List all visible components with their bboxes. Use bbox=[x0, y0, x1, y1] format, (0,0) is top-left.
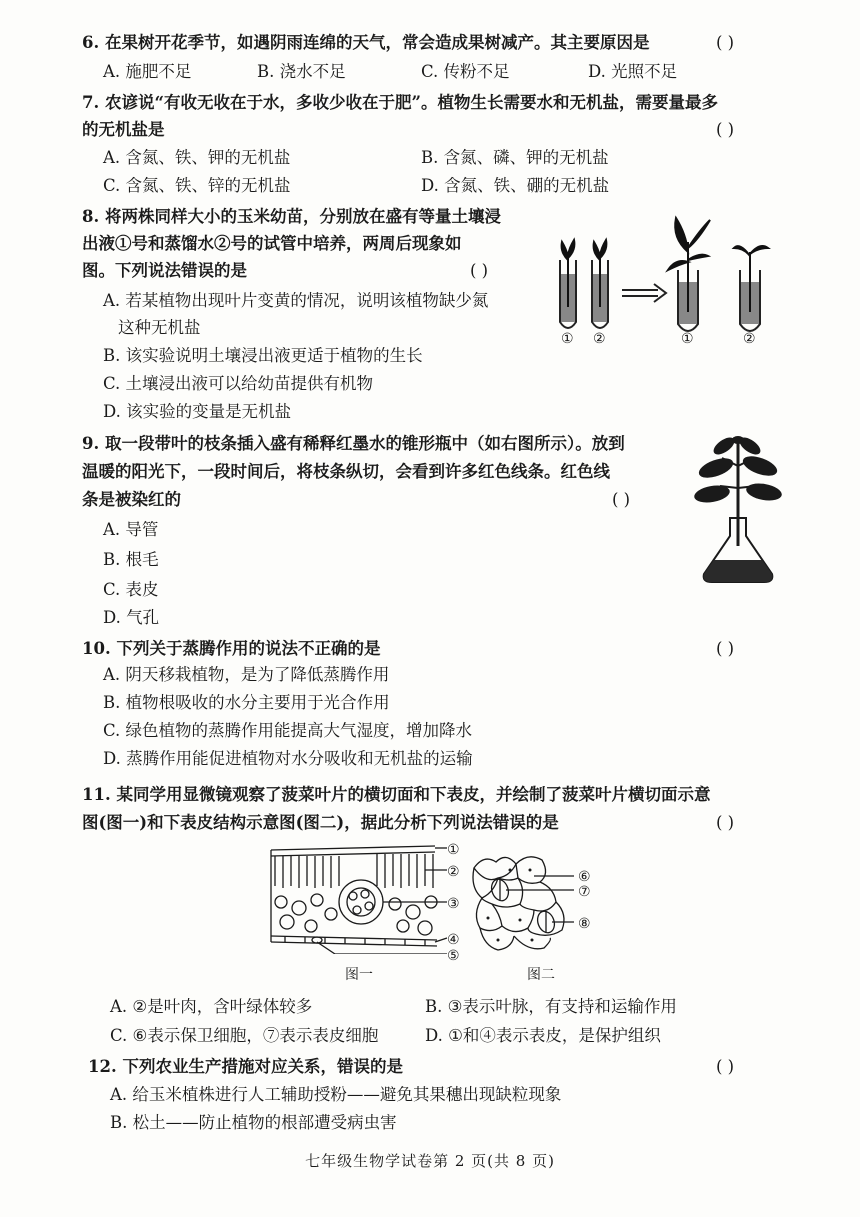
q8-tube-label-4: ② bbox=[743, 331, 756, 347]
q7-option-a: A. 含氮、铁、钾的无机盐 bbox=[103, 148, 291, 167]
q11-option-b: B. ③表示叶脉，有支持和运输作用 bbox=[425, 997, 677, 1016]
q11-fig2-label-8: ⑧ bbox=[578, 916, 591, 932]
q9-option-a: A. 导管 bbox=[103, 520, 159, 539]
q8-tube-label-1: ① bbox=[561, 331, 574, 347]
q6-option-a: A. 施肥不足 bbox=[103, 62, 192, 81]
q11-fig1-label-4: ④ bbox=[447, 932, 460, 948]
q8-option-b: B. 该实验说明土壤浸出液更适于植物的生长 bbox=[103, 346, 423, 365]
q10-option-a: A. 阴天移栽植物，是为了降低蒸腾作用 bbox=[103, 665, 390, 684]
q12-option-b: B. 松土——防止植物的根部遭受病虫害 bbox=[110, 1113, 397, 1132]
q11-fig1-label-1: ① bbox=[447, 842, 460, 858]
q11-option-c: C. ⑥表示保卫细胞，⑦表示表皮细胞 bbox=[110, 1026, 379, 1045]
q8-tube-label-3: ① bbox=[681, 331, 694, 347]
q8-option-a-line2: 这种无机盐 bbox=[118, 318, 201, 337]
q10-option-c: C. 绿色植物的蒸腾作用能提高大气湿度，增加降水 bbox=[103, 721, 473, 740]
q12-option-a: A. 给玉米植株进行人工辅助授粉——避免其果穗出现缺粒现象 bbox=[110, 1085, 562, 1104]
q10-option-d: D. 蒸腾作用能促进植物对水分吸收和无机盐的运输 bbox=[103, 749, 473, 768]
q11-fig1-label-3: ③ bbox=[447, 896, 460, 912]
q11-fig2-caption: 图二 bbox=[527, 967, 555, 983]
q11-lower-epidermis-figure bbox=[470, 848, 590, 958]
q11-fig2-label-6: ⑥ bbox=[578, 869, 591, 885]
q8-option-c: C. 土壤浸出液可以给幼苗提供有机物 bbox=[103, 374, 374, 393]
q11-fig1-label-5: ⑤ bbox=[447, 948, 460, 964]
q11-option-d: D. ①和④表示表皮，是保护组织 bbox=[425, 1026, 661, 1045]
q8-stem-line1: 8. 将两株同样大小的玉米幼苗，分别放在盛有等量土壤浸 bbox=[82, 207, 501, 226]
q9-stem-line3: 条是被染红的 bbox=[82, 490, 181, 509]
q7-option-d: D. 含氮、铁、硼的无机盐 bbox=[421, 176, 610, 195]
q7-option-b: B. 含氮、磷、钾的无机盐 bbox=[421, 148, 609, 167]
q6-option-c: C. 传粉不足 bbox=[421, 62, 510, 81]
q11-answer-paren: ( ) bbox=[716, 813, 735, 832]
q11-fig1-label-2: ② bbox=[447, 864, 460, 880]
q9-flask-plant-figure bbox=[688, 436, 788, 586]
q7-option-c: C. 含氮、铁、锌的无机盐 bbox=[103, 176, 291, 195]
q9-option-b: B. 根毛 bbox=[103, 550, 159, 569]
q9-option-c: C. 表皮 bbox=[103, 580, 159, 599]
q8-option-a-line1: A. 若某植物出现叶片变黄的情况，说明该植物缺少氮 bbox=[103, 291, 489, 310]
q11-option-a: A. ②是叶肉，含叶绿体较多 bbox=[110, 997, 313, 1016]
q7-answer-paren: ( ) bbox=[716, 120, 735, 139]
q7-stem-line1: 7. 农谚说“有收无收在于水，多收少收在于肥”。植物生长需要水和无机盐，需要量最多 bbox=[82, 93, 718, 112]
q9-stem-line1: 9. 取一段带叶的枝条插入盛有稀释红墨水的锥形瓶中（如右图所示）。放到 bbox=[82, 434, 625, 453]
q10-option-b: B. 植物根吸收的水分主要用于光合作用 bbox=[103, 693, 390, 712]
q6-answer-paren: ( ) bbox=[716, 33, 735, 52]
q7-stem-line2: 的无机盐是 bbox=[82, 120, 165, 139]
q8-stem-line2: 出液①号和蒸馏水②号的试管中培养，两周后现象如 bbox=[82, 234, 462, 253]
q9-option-d: D. 气孔 bbox=[103, 608, 160, 627]
q12-stem: 12. 下列农业生产措施对应关系，错误的是 bbox=[88, 1057, 403, 1076]
q8-tube-label-2: ② bbox=[593, 331, 606, 347]
q11-fig1-caption: 图一 bbox=[345, 967, 373, 983]
q9-answer-paren: ( ) bbox=[612, 490, 631, 509]
q11-leaf-cross-section-figure bbox=[265, 842, 455, 954]
q11-stem-line1: 11. 某同学用显微镜观察了菠菜叶片的横切面和下表皮，并绘制了菠菜叶片横切面示意 bbox=[82, 785, 711, 804]
q11-fig2-label-7: ⑦ bbox=[578, 884, 591, 900]
q8-stem-line3: 图。下列说法错误的是 bbox=[82, 261, 247, 280]
q10-stem: 10. 下列关于蒸腾作用的说法不正确的是 bbox=[82, 639, 381, 658]
q12-answer-paren: ( ) bbox=[716, 1057, 735, 1076]
q6-option-d: D. 光照不足 bbox=[588, 62, 678, 81]
q6-stem: 6. 在果树开花季节，如遇阴雨连绵的天气，常会造成果树减产。其主要原因是 bbox=[82, 33, 650, 52]
q8-option-d: D. 该实验的变量是无机盐 bbox=[103, 402, 292, 421]
page-footer: 七年级生物学试卷第 2 页(共 8 页) bbox=[305, 1152, 555, 1170]
q8-answer-paren: ( ) bbox=[470, 261, 489, 280]
q10-answer-paren: ( ) bbox=[716, 639, 735, 658]
q9-stem-line2: 温暖的阳光下，一段时间后，将枝条纵切，会看到许多红色线条。红色线 bbox=[82, 462, 610, 481]
q6-option-b: B. 浇水不足 bbox=[257, 62, 346, 81]
q11-stem-line2: 图(图一)和下表皮结构示意图(图二)，据此分析下列说法错误的是 bbox=[82, 813, 559, 832]
